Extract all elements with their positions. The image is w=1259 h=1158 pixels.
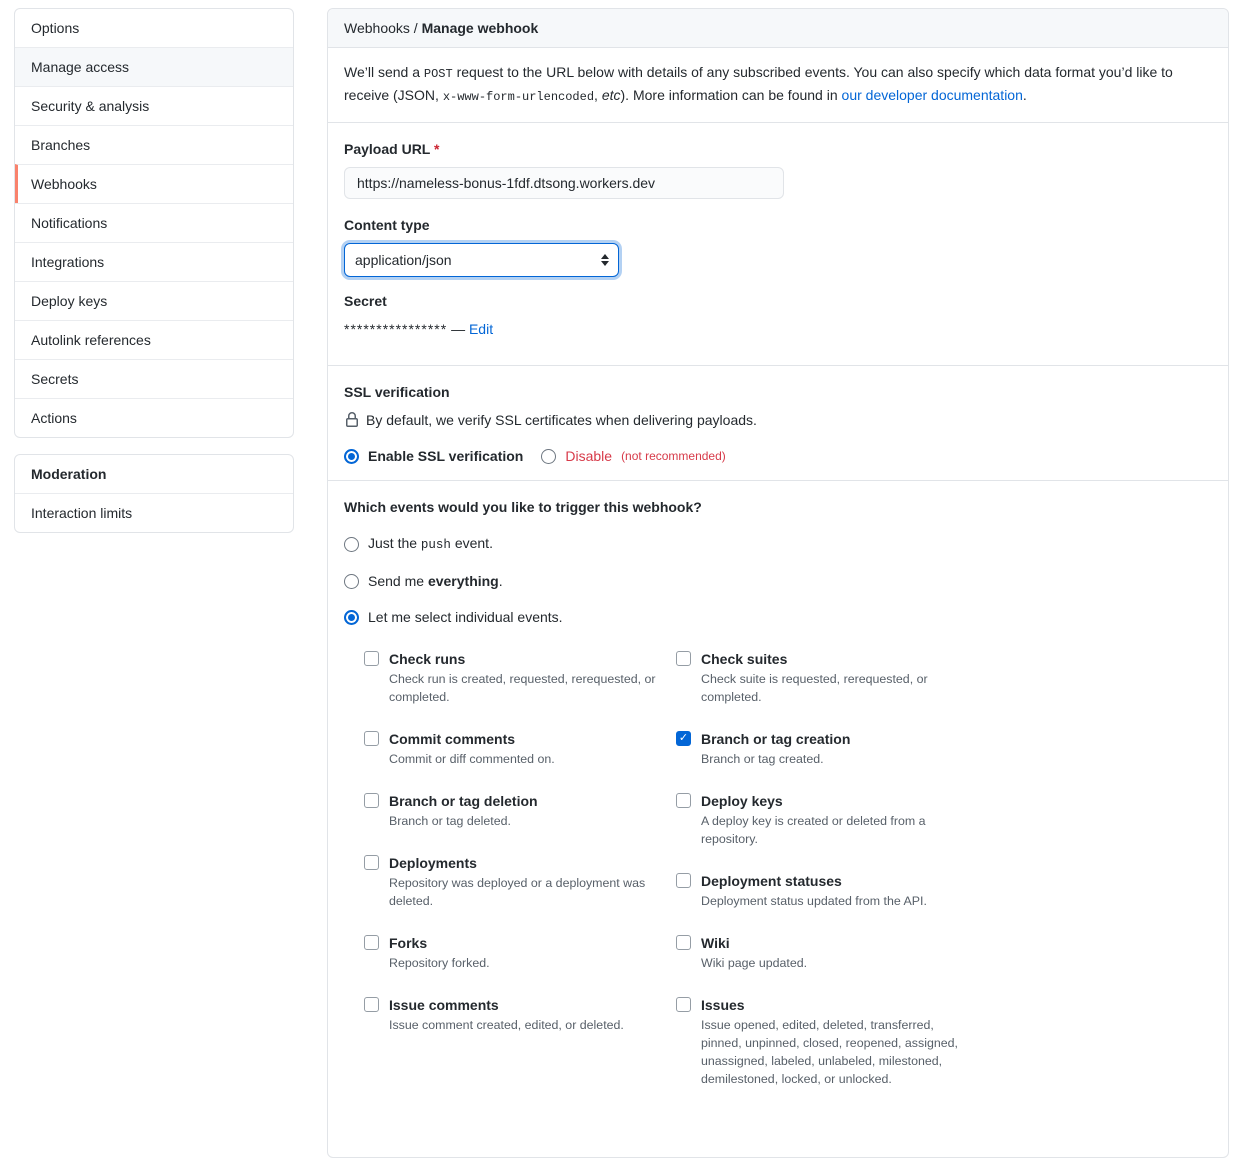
webhook-form-section (328, 123, 1228, 366)
ssl-disable-label: Disable (565, 448, 613, 464)
event-checkbox-check-suites[interactable]: Check suites Check suite is requested, rerequested, or completed. (676, 649, 976, 706)
checkbox-unchecked-icon[interactable] (364, 731, 379, 746)
post-code: POST (423, 67, 453, 81)
checkbox-column-right (676, 649, 976, 1111)
required-asterisk: * (434, 141, 440, 157)
checkbox-unchecked-icon[interactable] (676, 997, 691, 1012)
payload-url-label: Payload URL * (344, 141, 440, 157)
updown-caret-icon (601, 254, 609, 266)
ssl-note (344, 410, 1212, 430)
checkbox-unchecked-icon[interactable] (364, 651, 379, 666)
settings-nav-box (14, 8, 294, 438)
settings-sidebar (14, 8, 294, 533)
checkbox-unchecked-icon[interactable] (364, 793, 379, 808)
radio-unselected-icon[interactable] (344, 574, 359, 589)
ssl-radio-group (344, 448, 1212, 464)
secret-row (344, 319, 1212, 339)
page-title: Manage webhook (421, 20, 539, 36)
event-checkbox-forks[interactable]: Forks Repository forked. (364, 933, 676, 972)
ssl-note-text: By default, we verify SSL certificates when delivering payloads. (366, 412, 757, 428)
ssl-disable-note: (not recommended) (621, 449, 726, 463)
event-checkbox-grid (364, 649, 1212, 1111)
sidebar-item-actions[interactable]: Actions (15, 398, 293, 437)
payload-url-input[interactable] (344, 167, 784, 199)
sidebar-item-security-analysis[interactable]: Security & analysis (15, 86, 293, 125)
sidebar-item-branches[interactable]: Branches (15, 125, 293, 164)
checkbox-unchecked-icon[interactable] (364, 855, 379, 870)
sidebar-item-deploy-keys[interactable]: Deploy keys (15, 281, 293, 320)
checkbox-unchecked-icon[interactable] (364, 935, 379, 950)
event-checkbox-deploy-keys[interactable]: Deploy keys A deploy key is created or deleted from a repository. (676, 791, 976, 848)
secret-dash: — (451, 321, 466, 337)
manage-webhook-panel (327, 8, 1229, 1158)
checkbox-unchecked-icon[interactable] (364, 997, 379, 1012)
checkbox-unchecked-icon[interactable] (676, 935, 691, 950)
urlencoded-code: x-www-form-urlencoded (442, 90, 595, 104)
radio-unselected-icon[interactable] (344, 537, 359, 552)
secret-masked-value: **************** (344, 321, 448, 337)
content-type-select[interactable] (344, 243, 619, 277)
event-radio-just-push[interactable]: Just the push event. (344, 533, 1212, 555)
checkbox-unchecked-icon[interactable] (676, 651, 691, 666)
developer-documentation-link[interactable]: our developer documentation (841, 87, 1023, 103)
ssl-verification-title: SSL verification (344, 384, 450, 400)
event-checkbox-branch-tag-creation[interactable]: ✓ Branch or tag creation Branch or tag created. (676, 729, 976, 768)
lock-icon (344, 412, 360, 428)
event-checkbox-wiki[interactable]: Wiki Wiki page updated. (676, 933, 976, 972)
sidebar-item-interaction-limits[interactable]: Interaction limits (15, 493, 293, 532)
checkbox-column-left (364, 649, 676, 1111)
moderation-nav-box (14, 454, 294, 533)
checkbox-unchecked-icon[interactable] (676, 873, 691, 888)
event-checkbox-commit-comments[interactable]: Commit comments Commit or diff commented on. (364, 729, 676, 768)
event-radio-individual-events[interactable]: Let me select individual events. (344, 607, 1212, 627)
content-type-selected-value: application/json (355, 252, 452, 268)
secret-label: Secret (344, 293, 387, 309)
event-checkbox-deployment-statuses[interactable]: Deployment statuses Deployment status updated from the API. (676, 871, 976, 910)
moderation-section-header: Moderation (31, 466, 107, 482)
sidebar-item-secrets[interactable]: Secrets (15, 359, 293, 398)
sidebar-item-manage-access[interactable]: Manage access (15, 47, 293, 86)
breadcrumb-separator: / (413, 20, 418, 36)
ssl-disable-radio[interactable] (541, 448, 725, 464)
events-section (328, 481, 1228, 1127)
secret-edit-link[interactable]: Edit (468, 321, 494, 337)
webhook-intro-text: We’ll send a POST request to the URL below with details of any subscribed events. You can also specify which data format you’d like to receive (JSON, x-www-form-urlencoded, etc). More information can be found in our developer documentation. (328, 48, 1228, 123)
sidebar-item-autolink-references[interactable]: Autolink references (15, 320, 293, 359)
checkbox-unchecked-icon[interactable] (676, 793, 691, 808)
radio-selected-icon[interactable] (344, 610, 359, 625)
radio-unselected-icon[interactable] (541, 449, 556, 464)
event-checkbox-branch-tag-deletion[interactable]: Branch or tag deletion Branch or tag deleted. (364, 791, 676, 830)
events-question: Which events would you like to trigger this webhook? (344, 499, 702, 515)
event-checkbox-deployments[interactable]: Deployments Repository was deployed or a deployment was deleted. (364, 853, 676, 910)
event-radio-send-everything[interactable]: Send me everything. (344, 571, 1212, 591)
event-checkbox-check-runs[interactable]: Check runs Check run is created, requested, rerequested, or completed. (364, 649, 676, 706)
sidebar-item-webhooks[interactable]: Webhooks (15, 164, 293, 203)
breadcrumb-webhooks-link[interactable]: Webhooks (344, 20, 410, 36)
sidebar-item-integrations[interactable]: Integrations (15, 242, 293, 281)
push-code: push (420, 538, 451, 552)
ssl-enable-radio[interactable] (344, 448, 523, 464)
content-type-label: Content type (344, 217, 430, 233)
sidebar-item-options[interactable]: Options (31, 20, 80, 36)
ssl-verification-section (328, 366, 1228, 481)
checkbox-checked-icon[interactable] (676, 731, 691, 746)
breadcrumb (328, 9, 1228, 48)
sidebar-item-notifications[interactable]: Notifications (15, 203, 293, 242)
radio-selected-icon[interactable] (344, 449, 359, 464)
event-checkbox-issue-comments[interactable]: Issue comments Issue comment created, edited, or deleted. (364, 995, 676, 1034)
ssl-enable-label: Enable SSL verification (368, 448, 524, 464)
event-checkbox-issues[interactable]: Issues Issue opened, edited, deleted, transferred, pinned, unpinned, closed, reopened, assigned, unassigned, labeled, unlabeled, milestoned, demilestoned, locked, or unlocked. (676, 995, 976, 1088)
